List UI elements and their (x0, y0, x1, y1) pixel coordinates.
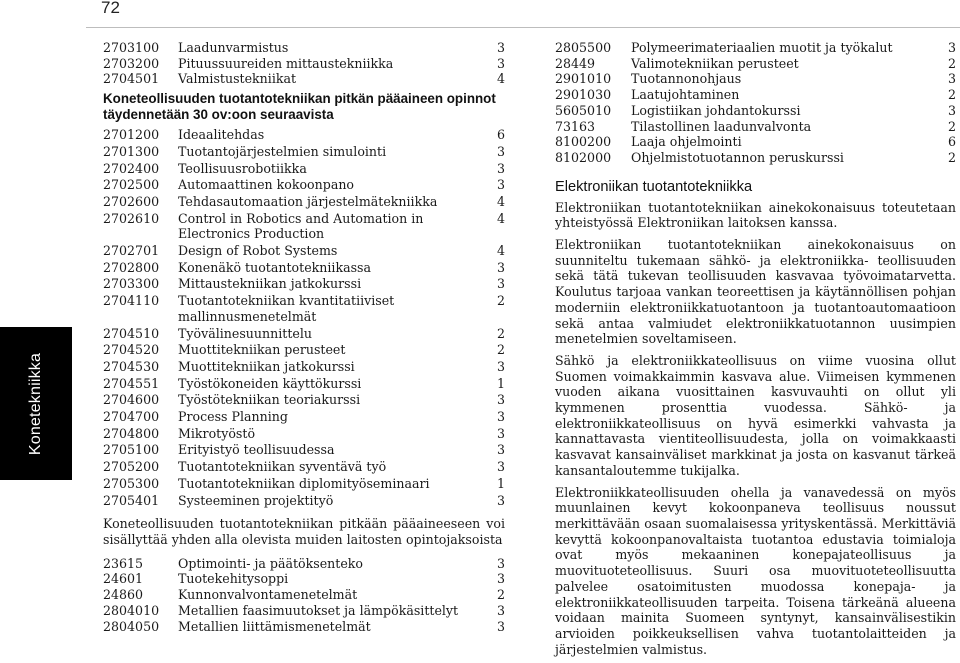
course-code: 73163 (555, 118, 596, 134)
course-list-4 (555, 40, 956, 166)
course-code: 24601 (103, 571, 144, 587)
course-name: Mikrotyöstö (178, 425, 256, 441)
course-name: Logistiikan johdantokurssi (631, 102, 801, 118)
course-row (103, 342, 505, 358)
course-name: Työvälinesuunnittelu (178, 325, 312, 341)
course-row (103, 442, 505, 458)
course-credits: 3 (496, 409, 505, 425)
course-list-1 (103, 40, 505, 87)
course-name: Teollisuusrobotiikka (178, 160, 307, 176)
course-name: Muottitekniikan perusteet (178, 342, 346, 358)
course-credits: 2 (947, 149, 956, 165)
course-row (555, 87, 956, 103)
course-name: Control in Robotics and Automation in Electronics Production (178, 210, 424, 242)
course-row (103, 326, 505, 342)
course-credits: 4 (496, 243, 505, 259)
course-code: 2704520 (103, 342, 160, 358)
course-row (103, 40, 505, 56)
course-list-2 (103, 127, 505, 508)
course-credits: 3 (496, 358, 505, 374)
paragraph: Elektroniikan tuotantotekniikan ainekokonaisuus on suunniteltu tukemaan sähkö- ja elektroniikka- teollisuuden sekä tätä tukevan teollisuuden kasvavaa työvoimatarvetta. Koulutus tarjoaa vankan teoreettisen ja käytännöllisen pohjan moderniin elektroniikkatuotantoon ja tuotantoautomaatioon sekä antaa valmiudet elektroniikkatuotannon uusimpien menetelmien soveltamiseen. (555, 237, 956, 347)
course-row (555, 56, 956, 72)
course-credits: 3 (496, 177, 505, 193)
course-row (103, 587, 505, 603)
course-name: Process Planning (178, 409, 288, 425)
course-code: 2901010 (555, 71, 612, 87)
course-code: 2705100 (103, 442, 160, 458)
course-code: 2704600 (103, 392, 160, 408)
course-credits: 2 (947, 55, 956, 71)
course-credits: 3 (496, 392, 505, 408)
course-credits: 4 (496, 193, 505, 209)
course-name: Ohjelmistotuotannon peruskurssi (631, 149, 844, 165)
course-credits: 3 (496, 618, 505, 634)
course-row (555, 150, 956, 166)
course-code: 2705401 (103, 492, 160, 508)
course-credits: 3 (496, 160, 505, 176)
course-name: Laaja ohjelmointi (631, 134, 742, 150)
course-row (103, 276, 505, 292)
course-credits: 3 (947, 40, 956, 55)
course-row (103, 392, 505, 408)
course-code: 2804010 (103, 602, 160, 618)
page-number: 72 (101, 0, 120, 17)
course-name: Työstökoneiden käyttökurssi (178, 375, 362, 391)
course-code: 2702610 (103, 210, 160, 226)
course-row (103, 426, 505, 442)
course-row (103, 493, 505, 509)
course-row (103, 211, 505, 242)
course-name: Metallien liittämismenetelmät (178, 618, 371, 634)
course-row (103, 161, 505, 177)
side-tab-label: Konetekniikka (27, 352, 44, 455)
course-code: 2703200 (103, 55, 160, 71)
course-credits: 2 (496, 587, 505, 603)
course-row (103, 243, 505, 259)
course-list-3 (103, 556, 505, 635)
course-row (555, 119, 956, 135)
course-name: Automaattinen kokoonpano (178, 177, 355, 193)
course-code: 2702800 (103, 259, 160, 275)
course-code: 28449 (555, 55, 596, 71)
course-credits: 3 (496, 492, 505, 508)
course-credits: 3 (496, 276, 505, 292)
course-credits: 3 (496, 143, 505, 159)
course-row (103, 409, 505, 425)
course-credits: 3 (496, 55, 505, 71)
paragraph: Elektroniikkateollisuuden ohella ja vanavedessä on myös muunlainen kevyt kokoonpaneva teollisuus noussut merkittävään osaan suomalaisessa yrityskentässä. Merkittäviä kevyttä kokoonpanovaltaista tuotantoa edustavia toimialoja ovat myös mekaaninen konepajateollisuus ja muovituoteteollisuus. Suuri osa muovituoteteollisuutta palvelee osatoimitusten muodossa konepaja- ja elektroniikkateollisuuden tarpeita. Toisena tärkeänä alueena voidaan mainita Suomeen syntynyt, kansainvälisestikin arvioiden poikkeuksellisen vahva tuotantolaitteiden ja järjestelmien valmistus. (555, 484, 956, 657)
course-row (103, 571, 505, 587)
course-credits: 3 (496, 425, 505, 441)
course-row (103, 56, 505, 72)
course-name: Polymeerimateriaalien muotit ja työkalut (631, 40, 893, 55)
course-code: 2703100 (103, 40, 160, 55)
course-code: 2804050 (103, 618, 160, 634)
course-row (555, 103, 956, 119)
course-code: 2705200 (103, 459, 160, 475)
course-code: 2901030 (555, 87, 612, 103)
course-name: Tilastollinen laadunvalvonta (631, 118, 812, 134)
course-code: 8102000 (555, 149, 612, 165)
course-name: Design of Robot Systems (178, 243, 338, 259)
course-row (103, 556, 505, 572)
course-code: 24860 (103, 587, 144, 603)
course-name: Pituussuureiden mittaustekniikka (178, 55, 394, 71)
course-code: 2702600 (103, 193, 160, 209)
course-code: 2704551 (103, 375, 160, 391)
course-name: Tuotekehitysoppi (178, 571, 289, 587)
course-row (555, 40, 956, 56)
course-name: Työstötekniikan teoriakurssi (178, 392, 361, 408)
course-code: 2704800 (103, 425, 160, 441)
course-code: 2703300 (103, 276, 160, 292)
course-credits: 3 (496, 259, 505, 275)
course-credits: 2 (947, 118, 956, 134)
course-name: Muottitekniikan jatkokurssi (178, 358, 355, 374)
course-credits: 6 (947, 134, 956, 150)
course-code: 2701300 (103, 143, 160, 159)
course-row (103, 376, 505, 392)
course-name: Systeeminen projektityö (178, 492, 334, 508)
course-row (555, 134, 956, 150)
course-code: 5605010 (555, 102, 612, 118)
course-name: Tuotannonohjaus (631, 71, 742, 87)
course-name: Metallien faasimuutokset ja lämpökäsittelyt (178, 602, 459, 618)
course-name: Kunnonvalvontamenetelmät (178, 587, 358, 603)
course-code: 2805500 (555, 40, 612, 55)
course-credits: 3 (947, 71, 956, 87)
course-credits: 3 (496, 602, 505, 618)
header-divider (86, 27, 960, 28)
section-title: Elektroniikan tuotantotekniikka (555, 178, 753, 195)
course-credits: 2 (496, 325, 505, 341)
course-group-intro: Koneteollisuuden tuotantotekniikan pitkään pääaineeseen voi sisällyttää yhden alla olevista muiden laitosten opintojaksoista (103, 516, 505, 547)
course-row (103, 71, 505, 87)
course-row (103, 177, 505, 193)
course-code: 2702701 (103, 243, 160, 259)
course-code: 2704501 (103, 71, 160, 87)
course-row (103, 127, 505, 143)
course-group-heading: Koneteollisuuden tuotantotekniikan pitkän pääaineen opinnot täydennetään 30 ov:oon seuraavista (103, 91, 496, 123)
left-column (103, 40, 505, 634)
paragraph: Sähkö ja elektroniikkateollisuus on viime vuosina ollut Suomen voimakkaimmin kasvava alue. Viimeisen kymmenen vuoden aikana vuosittainen kasvuvauhti on ollut yli kymmenen prosenttia vuodessa. Sähkö- ja elektroniikkateollisuus on hyvä esimerkki vahvasta ja kannattavasta vientiteollisuudesta, jolla on voimakkaasti kasvavat kansainväliset markkinat ja josta on kasvanut tärkeä kansantaloutemme tukijalka. (555, 352, 956, 478)
course-code: 8100200 (555, 134, 612, 150)
course-name: Optimointi- ja päätöksenteko (178, 555, 364, 571)
course-credits: 3 (496, 40, 505, 55)
course-credits: 3 (496, 571, 505, 587)
course-credits: 3 (496, 442, 505, 458)
course-credits: 6 (496, 127, 505, 143)
course-name: Mittaustekniikan jatkokurssi (178, 276, 362, 292)
course-row (103, 194, 505, 210)
course-code: 2704530 (103, 358, 160, 374)
course-credits: 2 (496, 342, 505, 358)
course-name: Laadunvarmistus (178, 40, 289, 55)
course-credits: 4 (496, 210, 505, 226)
course-name: Valimotekniikan perusteet (631, 55, 799, 71)
course-row (555, 71, 956, 87)
course-name: Erityistyö teollisuudessa (178, 442, 335, 458)
course-code: 2704110 (103, 293, 160, 309)
course-name: Ideaalitehdas (178, 127, 265, 143)
course-credits: 3 (496, 459, 505, 475)
paragraph: Elektroniikan tuotantotekniikan ainekokonaisuus toteutetaan yhteistyössä Elektroniikan laitoksen kanssa. (555, 199, 956, 231)
side-tab (0, 327, 72, 480)
right-column (555, 40, 956, 663)
course-code: 2704510 (103, 325, 160, 341)
course-code: 2701200 (103, 127, 160, 143)
course-name: Tuotantotekniikan syventävä työ (178, 459, 387, 475)
course-credits: 3 (496, 555, 505, 571)
course-row (103, 459, 505, 475)
course-name: Tehdasautomaation järjestelmätekniikka (178, 193, 438, 209)
course-name: Tuotantojärjestelmien simulointi (178, 143, 387, 159)
course-credits: 1 (496, 375, 505, 391)
course-code: 2702400 (103, 160, 160, 176)
course-row (103, 603, 505, 619)
course-name: Valmistustekniikat (178, 71, 297, 87)
course-row (103, 293, 505, 324)
course-code: 2704700 (103, 409, 160, 425)
course-name: Konenäkö tuotantotekniikassa (178, 259, 372, 275)
course-row (103, 476, 505, 492)
course-row (103, 260, 505, 276)
course-code: 2705300 (103, 475, 160, 491)
course-row (103, 144, 505, 160)
course-credits: 2 (947, 87, 956, 103)
course-credits: 3 (947, 102, 956, 118)
course-credits: 4 (496, 71, 505, 87)
course-name: Laatujohtaminen (631, 87, 740, 103)
course-row (103, 619, 505, 635)
course-row (103, 359, 505, 375)
course-credits: 2 (496, 293, 505, 309)
course-credits: 1 (496, 475, 505, 491)
course-code: 23615 (103, 555, 144, 571)
course-code: 2702500 (103, 177, 160, 193)
course-name: Tuotantotekniikan kvantitatiiviset mallinnusmenetelmät (178, 293, 395, 324)
course-name: Tuotantotekniikan diplomityöseminaari (178, 475, 430, 491)
